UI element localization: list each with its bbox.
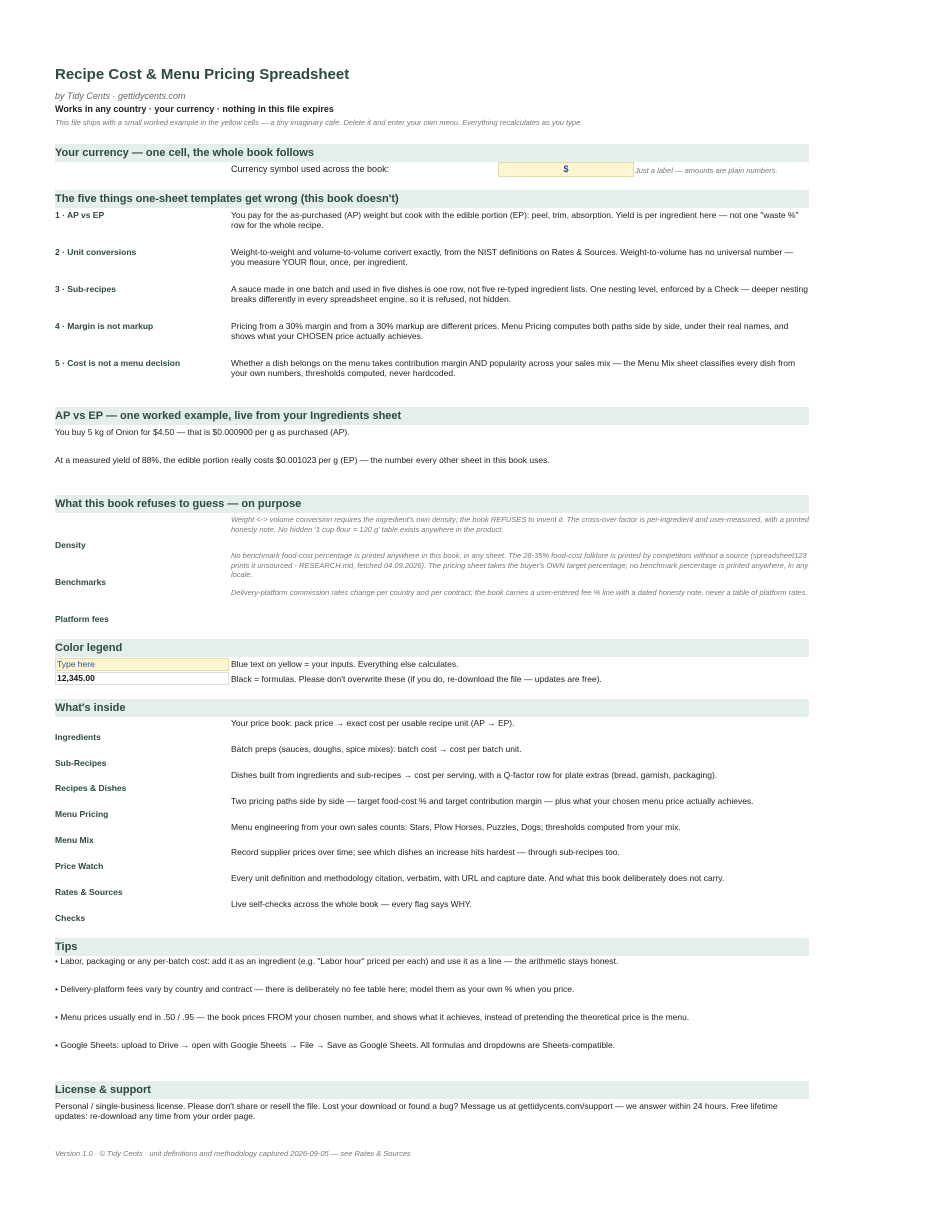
five-things-text: Weight-to-weight and volume-to-volume convert exactly, from the NIST definitions on Rates & Sources. Weight-to-volume has no universal number — you measure YOUR flour, once, per ingredient. (231, 247, 794, 267)
byline: by Tidy Cents · gettidycents.com (55, 91, 186, 101)
refuses-key: Benchmarks (55, 577, 107, 587)
inside-desc: Dishes built from ingredients and sub-recipes → cost per serving, with a Q-factor row for plate extras (bread, garnish, packaging). (231, 770, 718, 780)
tip-item: • Google Sheets: upload to Drive → open with Google Sheets → File → Save as Google Sheets. All formulas and dropdowns are Sheets-compatible. (55, 1040, 616, 1050)
tip-item: • Menu prices usually end in .50 / .95 — the book prices FROM your chosen number, and shows what it achieves, instead of pretending the theoretical price is the menu. (55, 1012, 690, 1022)
five-things-key: 3 · Sub-recipes (55, 284, 116, 294)
inside-sheet-name: Menu Pricing (55, 809, 109, 819)
five-things-text: Pricing from a 30% margin and from a 30% markup are different prices. Menu Pricing computes both paths side by side, under their real names, and shows what your CHOSEN price actually achieves. (231, 321, 789, 341)
currency-label: Currency symbol used across the book: (231, 164, 390, 174)
legend-input-sample: Type here (55, 658, 229, 671)
ap-ep-line: At a measured yield of 88%, the edible portion really costs $0.001023 per g (EP) — the number every other sheet in this book uses. (55, 455, 550, 465)
five-things-key: 2 · Unit conversions (55, 247, 137, 257)
inside-desc: Record supplier prices over time; see which dishes an increase hits hardest — through sub-recipes too. (231, 847, 620, 857)
inside-sheet-name: Ingredients (55, 732, 101, 742)
inside-desc: Batch preps (sauces, doughs, spice mixes): batch cost → cost per batch unit. (231, 744, 522, 754)
page-title: Recipe Cost & Menu Pricing Spreadsheet (55, 66, 350, 83)
refuses-text: No benchmark food-cost percentage is printed anywhere in this book, in any sheet. The 28-35% food-cost folklore is printed by competitors without a source (spreadsheet123 prints it unsourced - RESEARCH.md, fetched 04.09.2026). The pricing sheet takes the buyer's OWN target percentage; no benchmark percentage is printed anywhere, in any locale. (231, 551, 809, 579)
currency-hint: Just a label — amounts are plain numbers. (635, 166, 778, 175)
inside-desc: Every unit definition and methodology citation, verbatim, with URL and capture date. And what this book deliberately does not carry. (231, 873, 725, 883)
section-legend-heading: Color legend (55, 639, 809, 657)
five-things-key: 4 · Margin is not markup (55, 321, 154, 331)
tagline: Works in any country · your currency · nothing in this file expires (55, 104, 334, 114)
inside-sheet-name: Rates & Sources (55, 887, 123, 897)
section-refuses-heading: What this book refuses to guess — on purpose (55, 495, 809, 513)
currency-symbol-input[interactable]: $ (498, 162, 634, 177)
section-inside-heading: What's inside (55, 699, 809, 717)
section-ap-ep-heading: AP vs EP — one worked example, live from your Ingredients sheet (55, 407, 809, 425)
five-things-text: You pay for the as-purchased (AP) weight but cook with the edible portion (EP): peel, trim, absorption. Yield is per ingredient here — not one "waste %" row for the whole recipe. (231, 210, 799, 230)
section-tips-heading: Tips (55, 938, 809, 956)
inside-sheet-name: Price Watch (55, 861, 104, 871)
inside-desc: Live self-checks across the whole book — every flag says WHY. (231, 899, 472, 909)
intro-note: This file ships with a small worked example in the yellow cells — a tiny imaginary cafe. Delete it and enter your own menu. Everything recalculates as you type. (55, 118, 583, 127)
section-currency-heading: Your currency — one cell, the whole book follows (55, 144, 809, 162)
refuses-key: Platform fees (55, 614, 109, 624)
inside-sheet-name: Menu Mix (55, 835, 94, 845)
legend-input-desc: Blue text on yellow = your inputs. Everything else calculates. (231, 659, 459, 669)
tip-item: • Labor, packaging or any per-batch cost: add it as an ingredient (e.g. "Labor hour" priced per each) and use it as a line — the arithmetic stays honest. (55, 956, 619, 966)
section-five-things-heading: The five things one-sheet templates get wrong (this book doesn't) (55, 190, 809, 208)
five-things-text: Whether a dish belongs on the menu takes contribution margin AND popularity across your sales mix — the Menu Mix sheet classifies every dish from your own numbers, thresholds computed, never hardcoded. (231, 358, 796, 378)
inside-sheet-name: Checks (55, 913, 86, 923)
version-footer: Version 1.0 · © Tidy Cents · unit definitions and methodology captured 2026-09-05 — see Rates & Sources (55, 1149, 411, 1158)
five-things-key: 1 · AP vs EP (55, 210, 105, 220)
license-text: Personal / single-business license. Please don't share or resell the file. Lost your download or found a bug? Message us at gettidycents.com/support — we answer within 24 hours. Free lifetime updates: re-download any time from your order page. (55, 1101, 778, 1121)
inside-desc: Your price book: pack price → exact cost per usable recipe unit (AP → EP). (231, 718, 515, 728)
inside-desc: Two pricing paths side by side — target food-cost % and target contribution margin — plus what your chosen menu price actually achieves. (231, 796, 754, 806)
inside-sheet-name: Recipes & Dishes (55, 783, 127, 793)
legend-formula-sample: 12,345.00 (55, 672, 229, 685)
section-license-heading: License & support (55, 1081, 809, 1099)
ap-ep-line: You buy 5 kg of Onion for $4.50 — that is $0.000900 per g as purchased (AP). (55, 427, 350, 437)
five-things-key: 5 · Cost is not a menu decision (55, 358, 181, 368)
refuses-text: Weight <-> volume conversion requires the ingredient's own density; the book REFUSES to invent it. The cross-over factor is per-ingredient and user-measured, with a printed honesty note. No hidden '1 cup flour = 120 g' table exists anywhere in the product. (231, 515, 809, 534)
refuses-text: Delivery-platform commission rates change per country and per contract; the book carries a user-entered fee % line with a dated honesty note, never a table of platform rates. (231, 588, 808, 597)
legend-formula-desc: Black = formulas. Please don't overwrite these (if you do, re-download the file — updates are free). (231, 674, 602, 684)
tip-item: • Delivery-platform fees vary by country and contract — there is deliberately no fee table here; model them as your own % when you price. (55, 984, 575, 994)
refuses-key: Density (55, 540, 86, 550)
inside-desc: Menu engineering from your own sales counts: Stars, Plow Horses, Puzzles, Dogs; thresholds computed from your mix. (231, 822, 681, 832)
five-things-text: A sauce made in one batch and used in five dishes is one row, not five re-typed ingredient lists. One nesting level, enforced by a Check — deeper nesting breaks differently in every spreadsheet engine, so it is refused, not hidden. (231, 284, 808, 304)
inside-sheet-name: Sub-Recipes (55, 758, 107, 768)
